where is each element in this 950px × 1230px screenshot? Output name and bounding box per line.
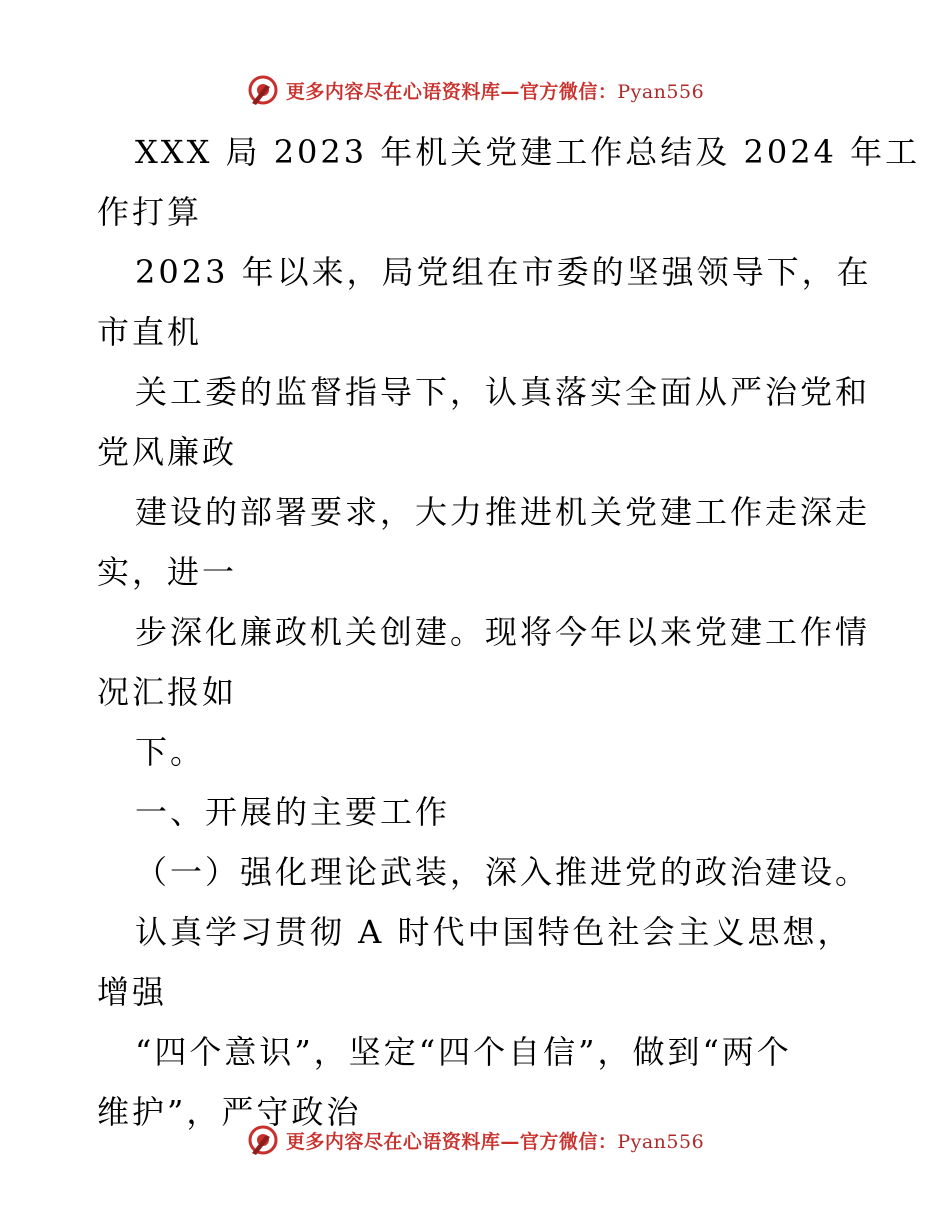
text-line: 增强 (97, 973, 168, 1011)
text-line: 关工委的监督指导下，认真落实全面从严治党和 (135, 373, 871, 411)
text-line: 下。 (135, 733, 206, 771)
footer-banner (0, 1120, 950, 1160)
text-line: XXX 局 2023 年机关党建工作总结及 2024 年工 (135, 133, 921, 171)
wechat-id: Pyan556 (617, 1130, 705, 1153)
text-line: 况汇报如 (97, 673, 238, 711)
banner-text: 更多内容尽在心语资料库—官方微信：Pyan556 (285, 80, 705, 103)
pen-logo-icon (246, 1123, 280, 1157)
text-line: 作打算 (97, 193, 203, 231)
text-line: 一、开展的主要工作 (135, 793, 451, 831)
text-line: 步深化廉政机关创建。现将今年以来党建工作情 (135, 613, 871, 651)
text-line: 2023 年以来，局党组在市委的坚强领导下，在 (135, 253, 872, 291)
document-body (97, 122, 921, 1142)
header-banner (0, 70, 950, 110)
text-line: （一）强化理论武装，深入推进党的政治建设。 (135, 853, 871, 891)
banner-text: 更多内容尽在心语资料库—官方微信：Pyan556 (285, 1130, 705, 1153)
wechat-id: Pyan556 (617, 80, 705, 103)
text-line: 维护”，严守政治 (97, 1093, 362, 1131)
text-line: 市直机 (97, 313, 203, 351)
text-line: 实，进一 (97, 553, 238, 591)
text-line: 党风廉政 (97, 433, 238, 471)
text-line: 建设的部署要求，大力推进机关党建工作走深走 (135, 493, 871, 531)
text-line: 认真学习贯彻 A 时代中国特色社会主义思想， (135, 913, 853, 951)
pen-logo-icon (246, 73, 280, 107)
text-line: “四个意识”，坚定“四个自信”，做到“两个 (135, 1033, 792, 1071)
